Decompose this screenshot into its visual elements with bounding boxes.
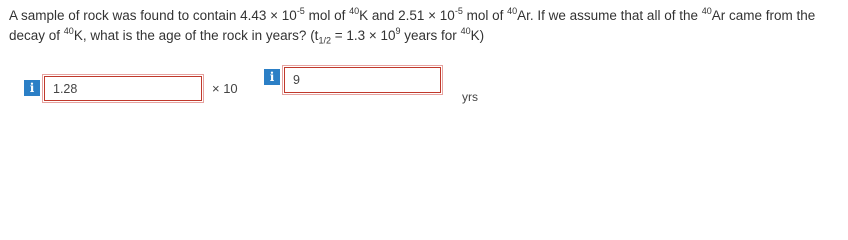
isotope-superscript: 40 [63, 25, 74, 36]
times-ten-label: × 10 [212, 81, 238, 96]
unit-label: yrs [462, 90, 478, 104]
isotope-superscript: 40 [701, 5, 712, 16]
half-life-subscript: 1/2 [318, 35, 331, 46]
isotope-superscript: 40 [460, 25, 471, 36]
info-icon[interactable]: i [264, 69, 280, 85]
coefficient-input[interactable] [44, 76, 202, 101]
question-text: A sample of rock was found to contain $4.43 \times 10^{-5}$ mol of $^{40}$K and $2.51 \times 10^{-5}$ mol of $^{40}$Ar. If we assume that all of the $^{40}$Ar came from the decay of $^{40}$K, what is the age of the rock in years? ($t_{1/2} = 1.3 \times 10^9$ years for $^{40}$K) [9, 5, 816, 46]
isotope-superscript: 40 [349, 5, 360, 16]
exponent-superscript: -5 [454, 5, 463, 16]
exponent-superscript: 9 [395, 25, 401, 36]
info-icon[interactable]: i [24, 80, 40, 96]
exponent-superscript: -5 [296, 5, 305, 16]
isotope-superscript: 40 [507, 5, 518, 16]
exponent-input[interactable] [284, 67, 441, 93]
